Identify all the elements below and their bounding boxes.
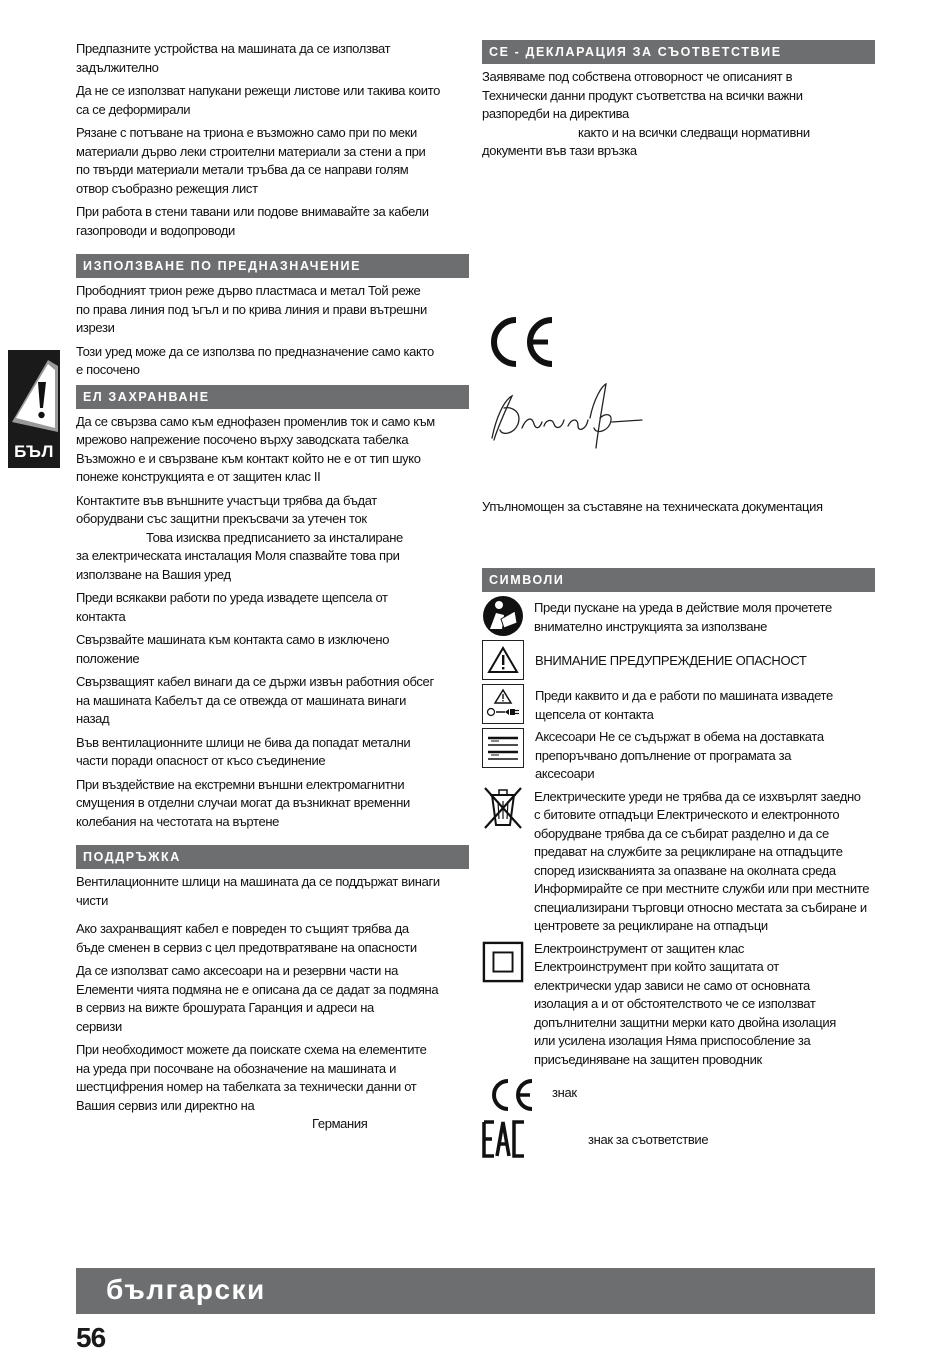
symbol-row: [482, 1075, 875, 1115]
footer-language-bar: [76, 1268, 875, 1314]
footer-language: български: [106, 1274, 266, 1305]
power-supply-paragraph: Контактите във външните участъци трябва да бъдат оборудвани със защитни прекъсвачи за утечен ток: [76, 492, 377, 526]
declaration-paragraph: Заявяваме под собствена отговорност че описаният в Технически данни продукт съответства на всички важни разпоредби на директива: [482, 69, 803, 121]
power-supply-paragraph: Преди всякакви работи по уреда извадете щепсела от контакта: [76, 590, 388, 624]
symbol-row: [482, 596, 875, 636]
power-supply-paragraph: Свързващият кабел винаги да се държи извън работния обсег на машината Кабелът да се отвежда от машината винаги назад: [76, 674, 434, 726]
ce-declaration-heading: CE - ДЕКЛАРАЦИЯ ЗА СЪОТВЕТСТВИЕ: [482, 40, 875, 64]
symbol-row: [482, 684, 875, 724]
crossed-bin-icon: [482, 788, 524, 828]
declaration-spacer: [482, 166, 875, 314]
authorized-label: Упълномощен за съставяне на техническата документация: [482, 498, 823, 514]
power-supply-paragraph: При въздействие на екстремни външни електромагнитни смущения в отделни случаи могат да възникнат временни колебания на честотата на въртене: [76, 776, 410, 829]
ce-mark-icon: [482, 1075, 542, 1115]
symbol-text: Преди пускане на уреда в действие моля прочетете внимателно инструкцията за използване: [534, 600, 832, 634]
warning-triangle-icon: [482, 640, 524, 680]
read-manual-icon: [482, 596, 524, 636]
intro-paragraph: Предпазните устройства на машината да се използват задължително: [76, 41, 391, 75]
ce-mark-icon: [486, 314, 556, 374]
maintenance-paragraph: Ако захранващият кабел е повреден то същият трябва да бъде сменен в сервиз с цел предотвратяване на опасности: [76, 921, 417, 955]
intended-use-paragraph: Прободният трион реже дърво пластмаса и метал Той реже по права линия под ъгъл и по крива линия и прави вътрешни изрези: [76, 283, 427, 335]
power-supply-paragraph: Свързвайте машината към контакта само в изключено положение: [76, 632, 390, 666]
symbol-row: [482, 1119, 875, 1159]
intro-paragraph: Рязане с потъване на триона е възможно само при по меки материали дърво леки строителни материали за стени а при по твърди материали метали тръбва да се направи голям отвор съобразно режещия лист: [76, 125, 426, 196]
eac-mark-icon: [482, 1119, 578, 1159]
power-supply-paragraph: Във вентилационните шлици не бива да попадат метални части поради опасност от късо съединение: [76, 734, 411, 768]
symbol-row: [482, 788, 875, 936]
right-column: [482, 40, 875, 1163]
maintenance-country: Германия: [312, 1116, 368, 1131]
symbol-text: ВНИМАНИЕ ПРЕДУПРЕЖДЕНИЕ ОПАСНОСТ: [535, 653, 807, 668]
side-tab-label: БЪЛ: [14, 442, 54, 461]
declaration-paragraph: документи във тази връзка: [482, 143, 637, 158]
symbol-row: [482, 640, 875, 680]
power-supply-paragraph: Това изисква предписанието за инсталиране за електрическата инсталация Моля спазвайте това при използване на Вашия уред: [76, 529, 403, 582]
maintenance-paragraph: Вентилационните шлици на машината да се поддържат винаги чисти: [76, 874, 440, 908]
unplug-icon: [482, 684, 524, 724]
declaration-paragraph: както и на всички следващи нормативни: [578, 124, 810, 140]
symbol-row: [482, 728, 875, 784]
symbol-text: Електроинструмент от защитен клас Електроинструмент при който защитата от електрически удар зависи не само от основната изолация а и от обстоятелството че се използват допълнителни защитни мерки като двойна изолация или усилена изолация Няма приспособление за присъединяване на защитен проводник: [534, 940, 836, 1067]
protection-class-ii-icon: [482, 940, 524, 984]
power-supply-heading: ЕЛ ЗАХРАНВАНЕ: [76, 385, 469, 409]
maintenance-paragraph: Да се използват само аксесоари на и резервни части на Елементи чията подмяна не е описана да се дадат за подмяна в сервиз на вижте брошурата Гаранция и адреси на сервизи: [76, 963, 439, 1034]
symbol-text: Преди каквито и да е работи по машината извадете щепсела от контакта: [535, 688, 833, 722]
intro-paragraph: Да не се използват напукани режещи листове или такива които са се деформирали: [76, 83, 441, 117]
accessories-icon: [482, 728, 524, 768]
symbol-row: [482, 940, 875, 1070]
intended-use-paragraph: Този уред може да се използва по предназначение само както е посочено: [76, 343, 434, 377]
maintenance-heading: ПОДДРЪЖКА: [76, 845, 469, 869]
intended-use-heading: ИЗПОЛЗВАНЕ ПО ПРЕДНАЗНАЧЕНИЕ: [76, 254, 469, 278]
page-number: 56: [76, 1322, 106, 1353]
signature-icon: [482, 378, 652, 468]
maintenance-paragraph: При необходимост можете да поискате схема на елементите на уреда при посочване на обозначение на машината и шестцифрения номер на табелката за технически данни от Вашия сервиз или директно на: [76, 1042, 427, 1113]
symbol-text: знак: [552, 1085, 577, 1100]
left-column: [76, 40, 469, 1139]
language-side-tab: [8, 350, 60, 468]
symbol-text: Аксесоари Не се съдържат в обема на доставката препоръчвано допълнение от програмата за аксесоари: [535, 729, 824, 781]
symbol-text: знак за съответствие: [588, 1132, 709, 1147]
power-supply-paragraph: Да се свързва само към еднофазен променлив ток и само към мрежово напрежение посочено върху заводската табелка Възможно е и свързване към контакт който не е от тип шуко понеже конструкцията е от защитен клас II: [76, 413, 435, 484]
symbol-text: Електрическите уреди не трябва да се изхвърлят заедно с битовите отпадъци Електрическото и електронното оборудване трябва да се събират разделно и да се предават на службите за рециклиране на отпадъците според изискванията за опазване на околната среда Информирайте се при местните служби или при местните специализирани търговци относно местата за събиране и центровете за рециклиране на отпадъци: [534, 788, 870, 933]
symbols-heading: СИМВОЛИ: [482, 568, 875, 592]
intro-paragraph: При работа в стени тавани или подове внимавайте за кабели газопроводи и водопроводи: [76, 204, 429, 238]
warning-exclamation-icon: [8, 352, 60, 438]
